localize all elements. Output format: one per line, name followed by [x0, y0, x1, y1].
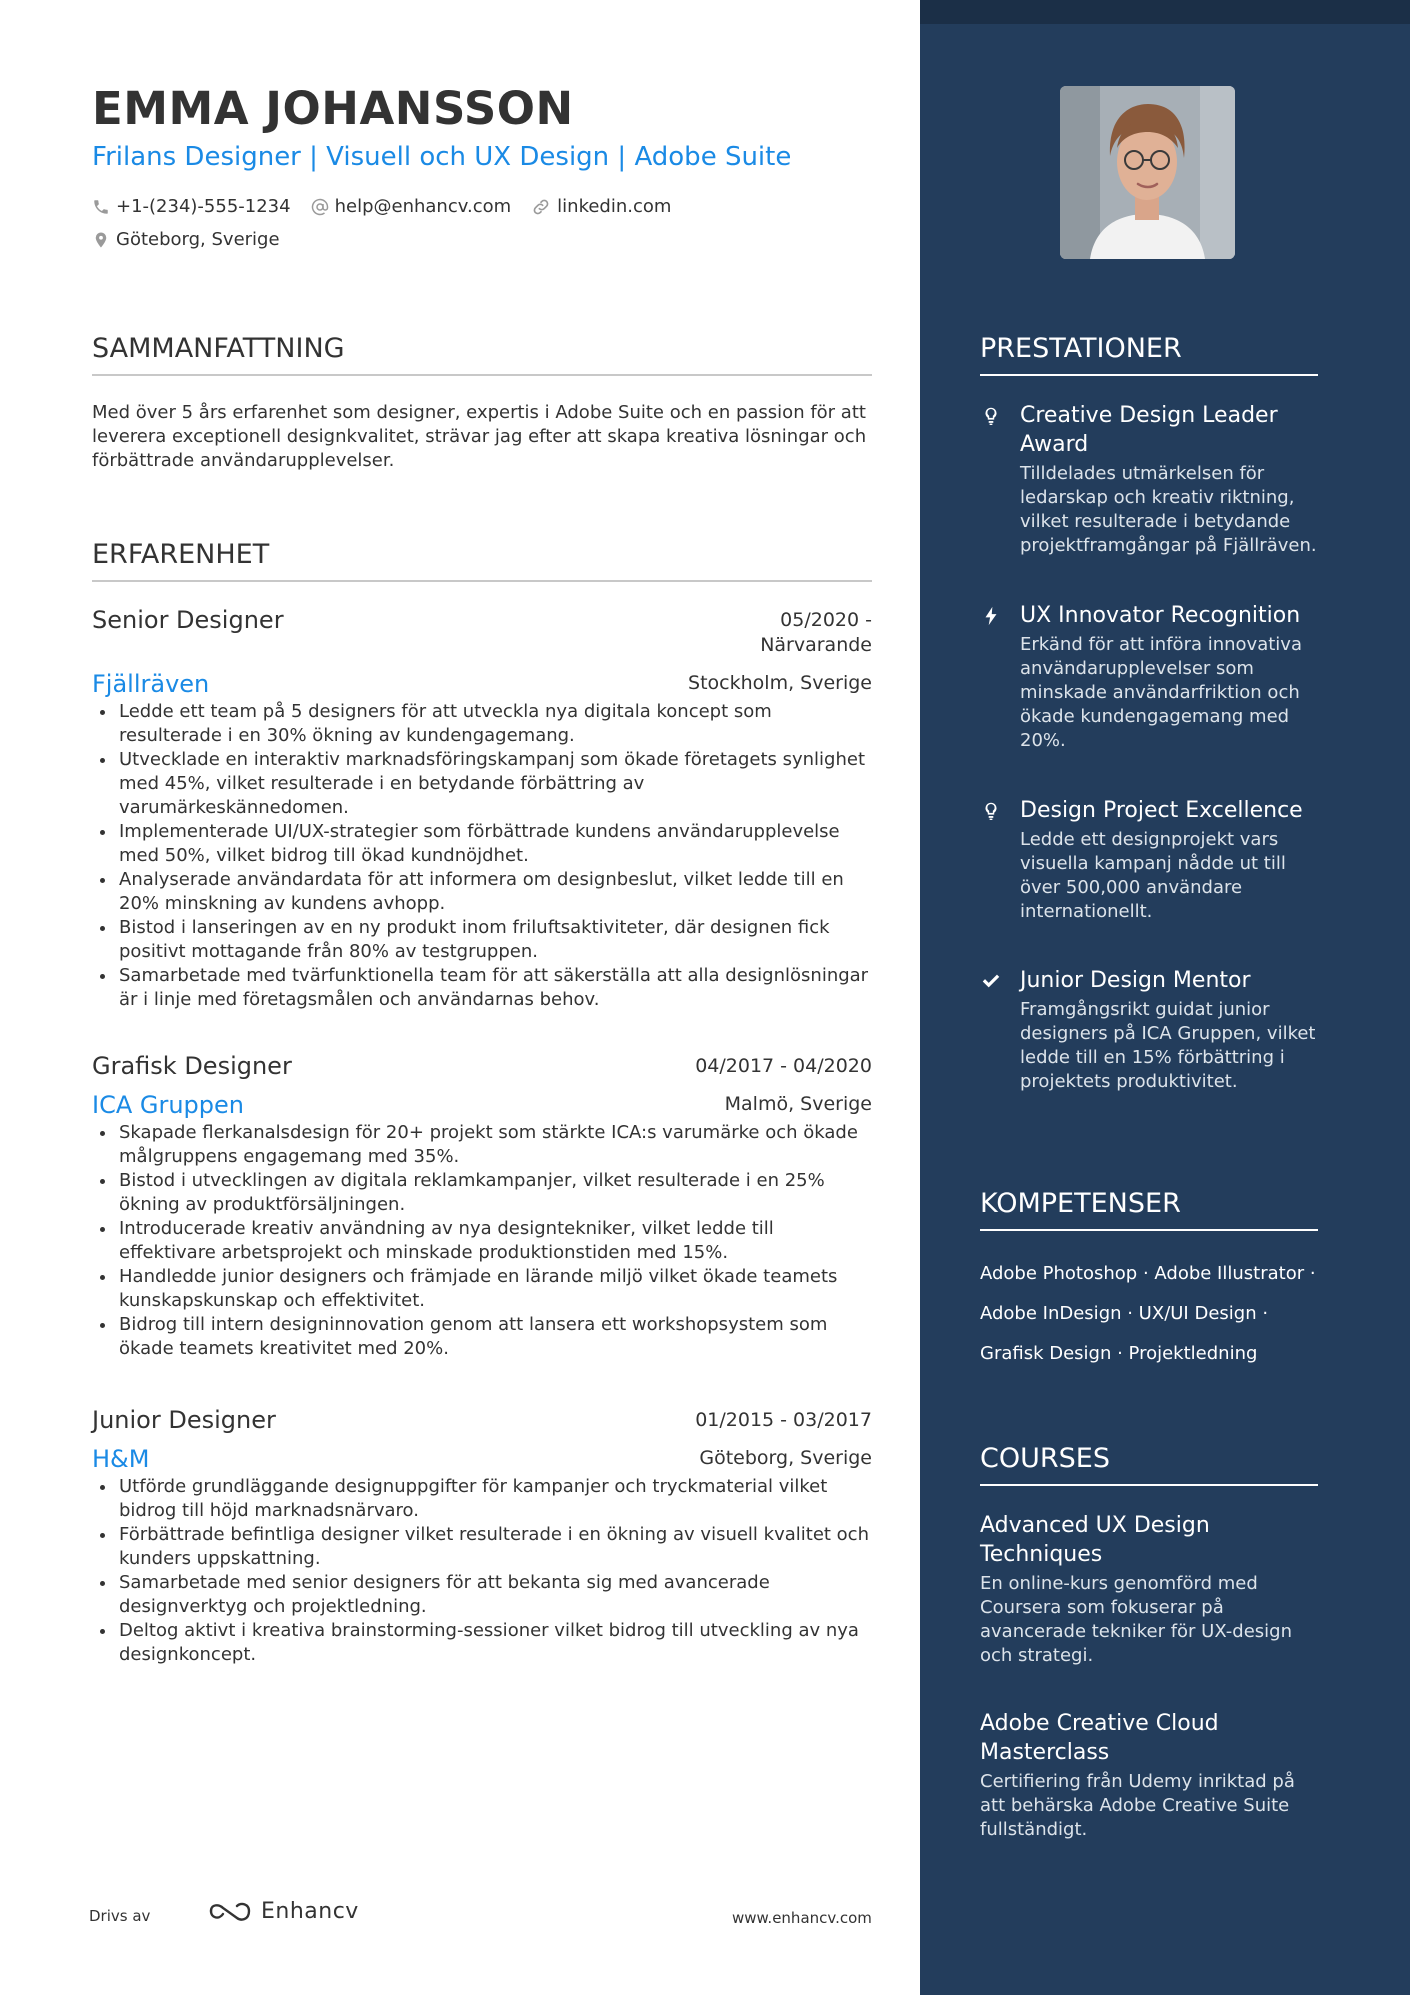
job-entry [92, 606, 872, 1012]
enhancv-logo-icon [207, 1898, 253, 1924]
job-date: 01/2015 - 03/2017 [695, 1409, 872, 1431]
achievement-item [980, 401, 1320, 558]
job-bullet: Bistod i utvecklingen av digitala reklamkampanjer, vilket resulterade i en 25% ökning av produktförsäljningen. [92, 1169, 872, 1217]
job-bullet: Deltog aktivt i kreativa brainstorming-sessioner vilket bidrog till utveckling av nya designkoncept. [92, 1619, 872, 1667]
contact-row [92, 196, 691, 217]
job-bullet: Ledde ett team på 5 designers för att utveckla nya digitala koncept som resulterade i en 30% ökning av kundengagemang. [92, 700, 872, 748]
job-date: 04/2017 - 04/2020 [695, 1055, 872, 1077]
job-company: H&M [92, 1445, 150, 1473]
linkedin-text[interactable]: linkedin.com [557, 196, 672, 217]
achievement-title: UX Innovator Recognition [1020, 603, 1301, 628]
contact-linkedin[interactable] [531, 196, 671, 217]
job-company: Fjällräven [92, 670, 210, 698]
candidate-name: EMMA JOHANSSON [92, 82, 574, 135]
achievement-item [980, 796, 1320, 924]
job-bullets [92, 700, 872, 1012]
achievement-desc: Erkänd för att införa innovativa användarupplevelser som minskade användarfriktion och ökade kundengagemang med 20%. [1020, 634, 1302, 751]
skills-line: Grafisk Design · Projektledning [980, 1343, 1258, 1364]
job-bullet: Utförde grundläggande designuppgifter för kampanjer och tryckmaterial vilket bidrog till höjd marknadsnärvaro. [92, 1475, 872, 1523]
job-bullet: Skapade flerkanalsdesign för 20+ projekt som stärkte ICA:s varumärke och ökade målgruppens engagemang med 35%. [92, 1121, 872, 1169]
contact-location [92, 229, 280, 250]
sidebar-top-bar [920, 0, 1410, 24]
achievements-heading: PRESTATIONER [980, 333, 1318, 376]
job-title: Grafisk Designer [92, 1052, 292, 1080]
job-bullets [92, 1121, 872, 1361]
job-date-start: 05/2020 - [780, 609, 872, 631]
achievement-desc: Ledde ett designprojekt vars visuella kampanj nådde ut till över 500,000 användare internationellt. [1020, 829, 1286, 922]
job-bullet: Bistod i lanseringen av en ny produkt inom friluftsaktiviteter, där designen fick positivt mottagande från 80% av testgruppen. [92, 916, 872, 964]
job-date [760, 608, 872, 658]
at-sign-icon [311, 198, 329, 216]
skills-list [980, 1254, 1320, 1374]
summary-heading: SAMMANFATTNING [92, 333, 872, 376]
summary-text: Med över 5 års erfarenhet som designer, expertis i Adobe Suite och en passion för att leverera exceptionell designkvalitet, strävar jag efter att skapa kreativa lösningar och förbättrade användarupplevelser. [92, 402, 867, 471]
job-bullet: Analyserade användardata för att informera om designbeslut, vilket ledde till en 20% minskning av kundens avhopp. [92, 868, 872, 916]
candidate-headline: Frilans Designer | Visuell och UX Design | Adobe Suite [92, 142, 792, 172]
course-desc: Certifiering från Udemy inriktad på att behärska Adobe Creative Suite fullständigt. [980, 1771, 1295, 1840]
course-title: Advanced UX Design Techniques [980, 1513, 1210, 1567]
courses-heading: COURSES [980, 1443, 1318, 1486]
location-pin-icon [92, 230, 110, 250]
phone-text: +1-(234)-555-1234 [116, 196, 291, 217]
job-bullet: Utvecklade en interaktiv marknadsföringskampanj som ökade företagets synlighet med 45%, vilket resulterade i en betydande förbättring av varumärkeskännedomen. [92, 748, 872, 820]
job-bullet: Implementerade UI/UX-strategier som förbättrade kundens användarupplevelse med 50%, vilket bidrog till ökad kundnöjdhet. [92, 820, 872, 868]
job-date-end: Närvarande [760, 634, 872, 656]
email-text[interactable]: help@enhancv.com [334, 196, 512, 217]
skills-line: Adobe InDesign · UX/UI Design · [980, 1303, 1269, 1324]
achievement-title: Creative Design Leader Award [1020, 403, 1278, 457]
job-title: Senior Designer [92, 606, 284, 634]
lightbulb-icon [980, 405, 1002, 427]
contact-phone [92, 196, 291, 217]
experience-heading: ERFARENHET [92, 539, 872, 582]
achievement-desc: Framgångsrikt guidat junior designers på ICA Gruppen, vilket ledde till en 15% förbättring i projektets produktivitet. [1020, 999, 1316, 1092]
job-bullet: Introducerade kreativ användning av nya designtekniker, vilket ledde till effektivare arbetsprojekt och minskade produktionstiden med 15%. [92, 1217, 872, 1265]
lightbulb-icon [980, 800, 1002, 822]
footer-brand: Enhancv [261, 1898, 359, 1924]
skills-line: Adobe Photoshop · Adobe Illustrator · [980, 1263, 1316, 1284]
course-item [980, 1511, 1320, 1668]
job-bullet: Bidrog till intern designinnovation genom att lansera ett workshopsystem som ökade teamets kreativitet med 20%. [92, 1313, 872, 1361]
job-bullet: Samarbetade med senior designers för att bekanta sig med avancerade designverktyg och projektledning. [92, 1571, 872, 1619]
link-icon [531, 197, 551, 217]
course-item [980, 1709, 1320, 1842]
job-entry [92, 1052, 872, 1361]
achievement-item [980, 966, 1320, 1094]
lightning-icon [980, 605, 1002, 627]
job-company: ICA Gruppen [92, 1091, 245, 1119]
course-desc: En online-kurs genomförd med Coursera som fokuserar på avancerade tekniker för UX-design och strategi. [980, 1573, 1292, 1666]
job-location: Malmö, Sverige [724, 1093, 872, 1115]
job-title: Junior Designer [92, 1406, 276, 1434]
location-text: Göteborg, Sverige [116, 229, 280, 250]
checkmark-icon [980, 970, 1002, 992]
footer-powered-by: Drivs av [89, 1907, 151, 1925]
achievement-title: Design Project Excellence [1020, 798, 1303, 823]
contact-row-location [92, 229, 300, 250]
job-bullets [92, 1475, 872, 1667]
achievement-item [980, 601, 1320, 753]
job-location: Göteborg, Sverige [699, 1447, 872, 1469]
contact-email[interactable] [311, 196, 512, 217]
footer-url[interactable]: www.enhancv.com [732, 1909, 872, 1927]
job-entry [92, 1406, 872, 1667]
skills-heading: KOMPETENSER [980, 1188, 1318, 1231]
footer-logo[interactable] [207, 1898, 359, 1924]
achievement-desc: Tilldelades utmärkelsen för ledarskap och kreativ riktning, vilket resulterade i betydande projektframgångar på Fjällräven. [1020, 463, 1317, 556]
achievement-title: Junior Design Mentor [1020, 968, 1251, 993]
job-bullet: Förbättrade befintliga designer vilket resulterade i en ökning av visuell kvalitet och kunders uppskattning. [92, 1523, 872, 1571]
job-bullet: Handledde junior designers och främjade en lärande miljö vilket ökade teamets kunskapskunskap och effektivitet. [92, 1265, 872, 1313]
phone-icon [92, 198, 110, 216]
job-bullet: Samarbetade med tvärfunktionella team för att säkerställa att alla designlösningar är i linje med företagsmålen och användarnas behov. [92, 964, 872, 1012]
job-location: Stockholm, Sverige [688, 672, 872, 694]
profile-photo [1060, 86, 1235, 259]
course-title: Adobe Creative Cloud Masterclass [980, 1711, 1219, 1765]
portrait-illustration [1060, 86, 1235, 259]
